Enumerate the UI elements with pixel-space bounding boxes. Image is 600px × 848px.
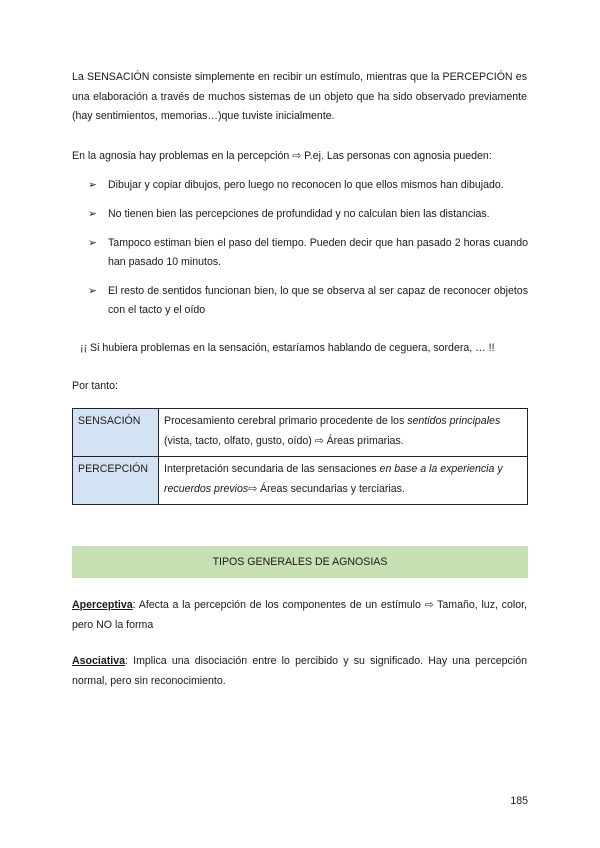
- exclamation-note: ¡¡ Si hubiera problemas en la sensación, estaríamos hablando de ceguera, sordera, … !!: [80, 342, 495, 354]
- arrow-bullet-icon: ➢: [88, 237, 97, 249]
- term-aperceptiva: Aperceptiva: [72, 599, 133, 611]
- agnosia-paragraph: En la agnosia hay problemas en la percepción ⇨ P.ej. Las personas con agnosia pueden:: [72, 150, 492, 162]
- arrow-bullet-icon: ➢: [88, 208, 97, 220]
- page-number: 185: [510, 795, 528, 807]
- table-row: [73, 457, 528, 505]
- table-description-cell: Procesamiento cerebral primario procedente de los sentidos principales (vista, tacto, olfato, gusto, oído) ⇨ Áreas primarias.: [159, 409, 528, 457]
- list-item-text: Dibujar y copiar dibujos, pero luego no reconocen lo que ellos mismos han dibujado.: [108, 179, 504, 191]
- list-item-text: El resto de sentidos funcionan bien, lo que se observa al ser capaz de reconocer objetos con el tacto y el oído: [108, 285, 528, 316]
- table-row: [73, 409, 528, 457]
- arrow-bullet-icon: ➢: [88, 179, 97, 191]
- aperceptiva-paragraph: Aperceptiva: Afecta a la percepción de los componentes de un estímulo ⇨ Tamaño, luz, color, pero NO la forma: [72, 599, 527, 631]
- por-tanto-label: Por tanto:: [72, 380, 118, 392]
- list-item-text: Tampoco estiman bien el paso del tiempo. Pueden decir que han pasado 2 horas cuando han pasado 10 minutos.: [108, 237, 528, 268]
- list-item: [88, 234, 528, 272]
- term-asociativa: Asociativa: [72, 655, 125, 667]
- table-label-cell: SENSACIÓN: [73, 409, 159, 457]
- list-item-text: No tienen bien las percepciones de profundidad y no calculan bien las distancias.: [108, 208, 490, 220]
- sensation-perception-table: [72, 408, 528, 505]
- list-item: [88, 176, 528, 195]
- asociativa-paragraph: Asociativa: Implica una disociación entre lo percibido y su significado. Hay una percepción normal, pero sin reconocimiento.: [72, 655, 527, 687]
- list-item: [88, 205, 528, 224]
- table-description-cell: Interpretación secundaria de las sensaciones en base a la experiencia y recuerdos previos⇨ Áreas secundarias y terciarias.: [159, 457, 528, 505]
- list-item: [88, 282, 528, 320]
- intro-paragraph: La SENSACIÓN consiste simplemente en recibir un estímulo, mientras que la PERCEPCIÓN es una elaboración a través de muchos sistemas de un objeto que ha sido observado previamente (hay sentimientos, memorias…)que tuviste inicialmente.: [72, 71, 527, 122]
- table-label-cell: PERCEPCIÓN: [73, 457, 159, 505]
- section-banner: TIPOS GENERALES DE AGNOSIAS: [72, 546, 528, 578]
- arrow-bullet-icon: ➢: [88, 285, 97, 297]
